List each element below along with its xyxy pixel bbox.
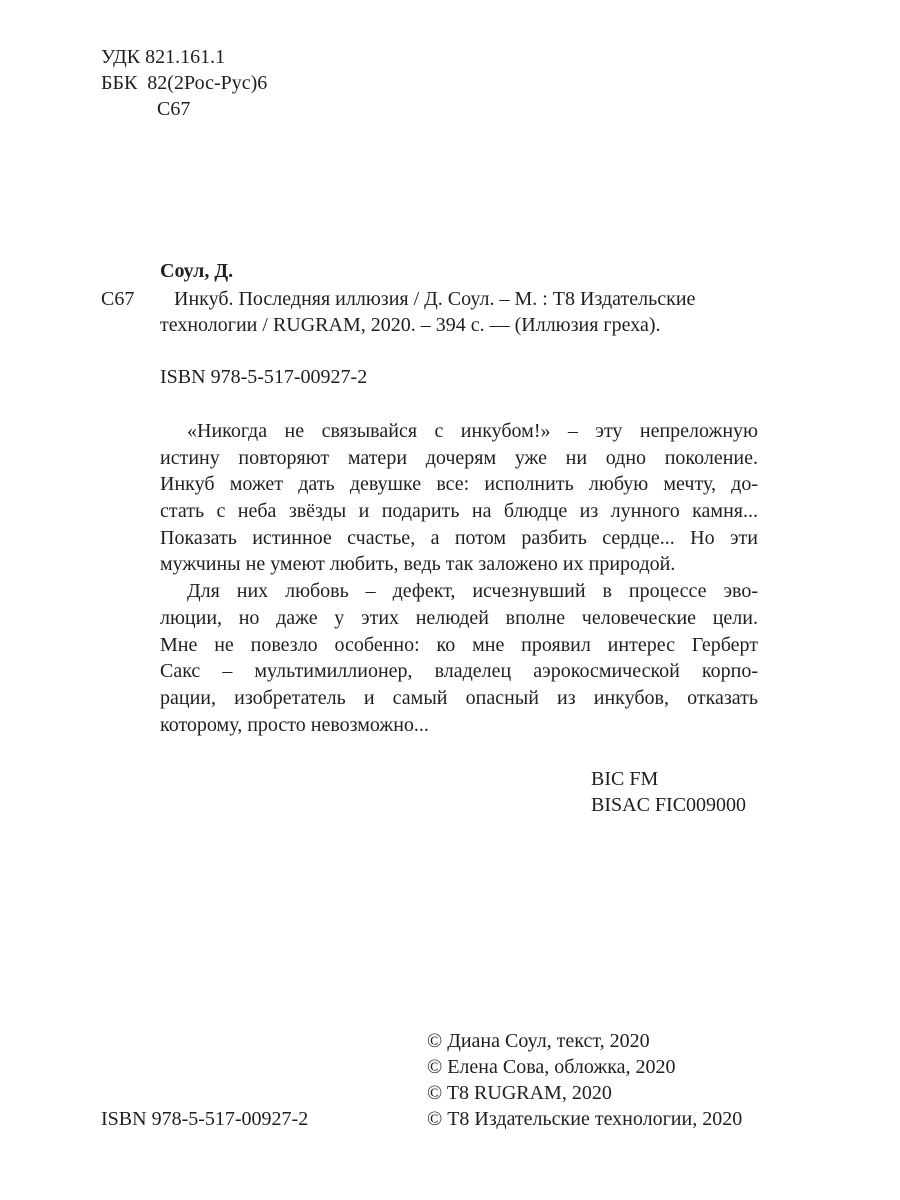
annotation-line: истину повторяют матери дочерям уже ни одно поколение. (160, 446, 758, 469)
annotation-line: Инкуб может дать девушке все: исполнить любую мечту, до- (160, 473, 758, 496)
copyright-line: © Елена Сова, обложка, 2020 (427, 1056, 676, 1078)
annotation-line: рации, изобретатель и самый опасный из инкубов, отказать (160, 686, 758, 709)
bbk-code: ББК 82(2Рос-Рус)6 (101, 72, 268, 94)
author-heading: Соул, Д. (160, 260, 234, 282)
book-annotation (160, 418, 758, 738)
bisac-code: BISAC FIC009000 (591, 794, 747, 816)
annotation-line: Показать истинное счастье, а потом разбить сердце... Но эти (160, 526, 758, 549)
annotation-line: люции, но даже у этих нелюдей вполне человеческие цели. (160, 606, 758, 629)
annotation-line: которому, просто невозможно... (160, 713, 429, 736)
author-cutter-code: С67 (157, 98, 191, 120)
entry-cutter-code: С67 (101, 288, 135, 310)
bibliographic-description-line-1: Инкуб. Последняя иллюзия / Д. Соул. – М. : Т8 Издательские (174, 288, 696, 310)
annotation-line: стать с неба звёзды и подарить на блюдце из лунного камня... (160, 500, 758, 523)
bibliographic-description-line-2: технологии / RUGRAM, 2020. – 394 с. — (Иллюзия греха). (160, 314, 661, 336)
annotation-line: Сакс – мультимиллионер, владелец аэрокосмической корпо- (160, 660, 758, 683)
annotation-line: «Никогда не связывайся с инкубом!» – эту непреложную (187, 420, 758, 442)
bic-code: BIC FM (591, 768, 659, 790)
annotation-line: Для них любовь – дефект, исчезнувший в процессе эво- (187, 580, 758, 603)
annotation-line: мужчины не умеют любить, ведь так заложено их природой. (160, 553, 676, 576)
isbn-entry: ISBN 978-5-517-00927-2 (160, 366, 368, 388)
copyright-line: © Диана Соул, текст, 2020 (427, 1030, 650, 1052)
copyright-line: © T8 RUGRAM, 2020 (427, 1082, 612, 1104)
copyright-line: © Т8 Издательские технологии, 2020 (427, 1108, 743, 1130)
copyright-block (427, 1028, 742, 1132)
udk-code: УДК 821.161.1 (101, 46, 226, 68)
annotation-line: Мне не повезло особенно: ко мне проявил интерес Герберт (160, 633, 758, 656)
isbn-footer: ISBN 978-5-517-00927-2 (101, 1108, 309, 1130)
